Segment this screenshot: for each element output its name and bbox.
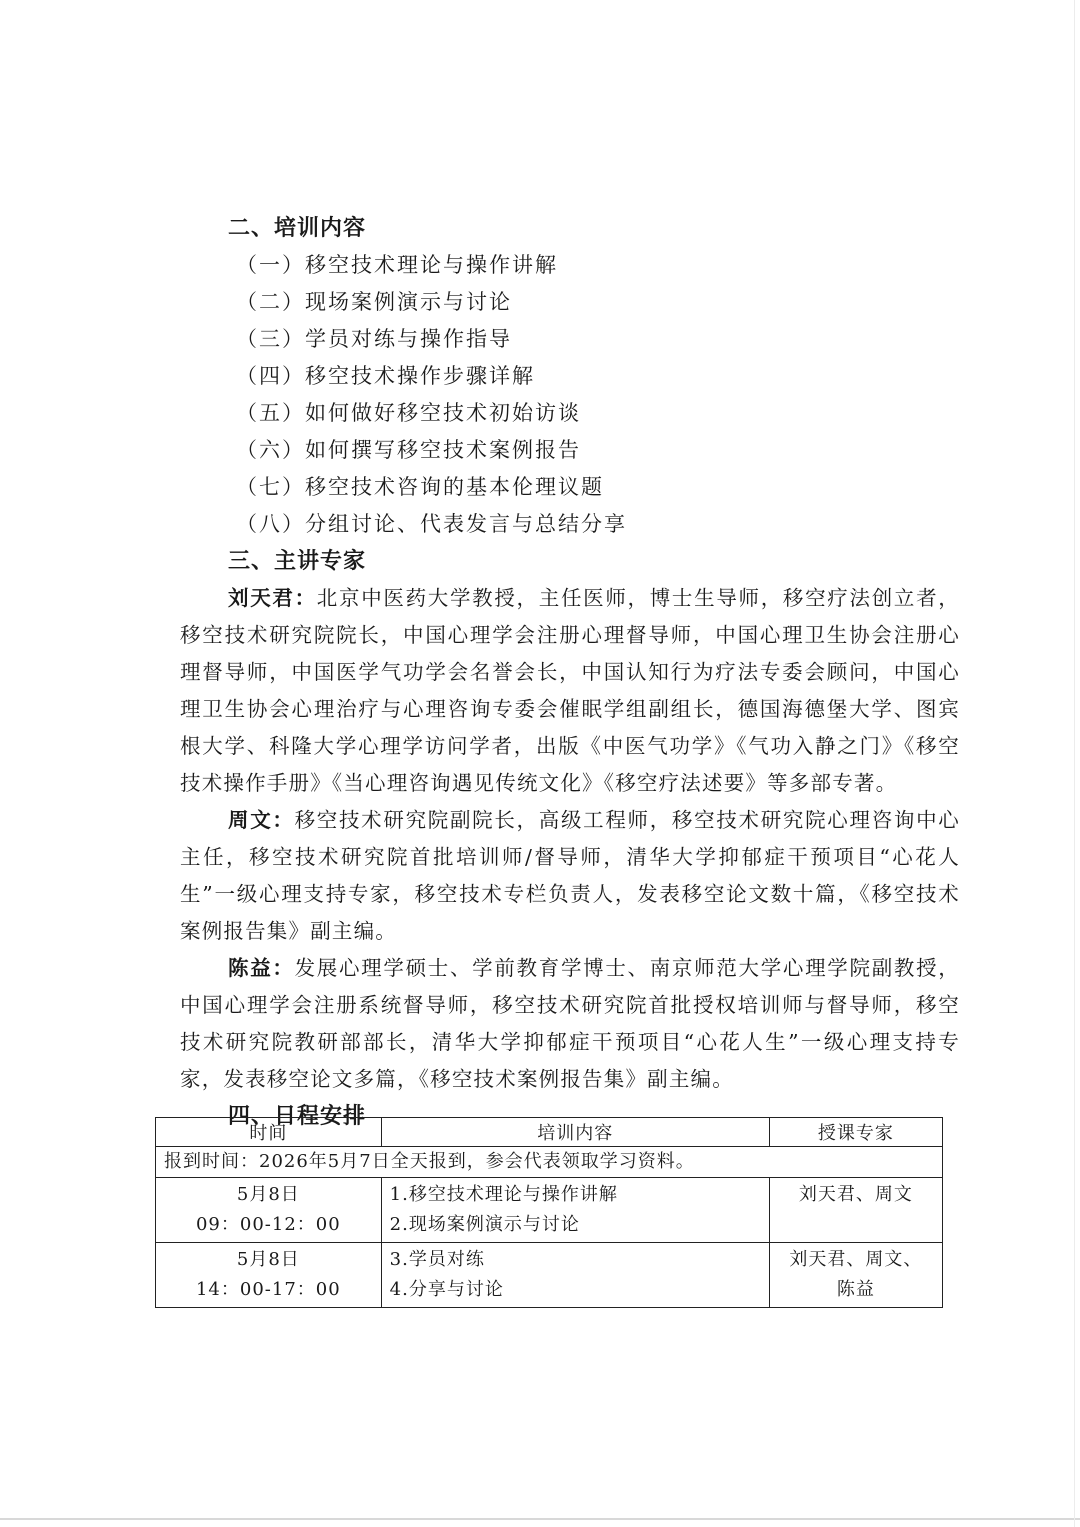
- scan-edge-right: [1074, 0, 1075, 1527]
- content-cell: [381, 1178, 769, 1243]
- column-header-content: 培训内容: [381, 1118, 769, 1147]
- session-content-line: 1.移空技术理论与操作讲解: [389, 1184, 618, 1205]
- session-time: 09：00-12：00: [195, 1214, 341, 1235]
- list-item: （一）移空技术理论与操作讲解: [236, 253, 558, 277]
- table-header-row: [156, 1118, 943, 1147]
- expert-name: 刘天君：: [228, 586, 317, 610]
- table-row-notice: [156, 1147, 943, 1178]
- expert-bio-paragraph: [180, 950, 960, 1098]
- section-heading-speakers: 三、主讲专家: [228, 549, 367, 574]
- list-item: （六）如何撰写移空技术案例报告: [236, 438, 581, 462]
- content-cell: [381, 1243, 769, 1308]
- column-header-expert: 授课专家: [769, 1118, 942, 1147]
- document-body: [180, 210, 960, 1135]
- session-content-line: 3.学员对练: [389, 1249, 485, 1270]
- scan-edge-bottom: [0, 1518, 1080, 1520]
- expert-bio-paragraph: [180, 580, 960, 802]
- table-row: [156, 1178, 943, 1243]
- list-item: （三）学员对练与操作指导: [236, 327, 512, 351]
- expert-bio: 移空技术研究院副院长，高级工程师，移空技术研究院心理咨询中心主任，移空技术研究院首批培训师/督导师，清华大学抑郁症干预项目“心花人生”一级心理支持专家，移空技术专栏负责人，发表移空论文数十篇，《移空技术案例报告集》副主编。: [180, 808, 960, 943]
- expert-bio: 北京中医药大学教授，主任医师，博士生导师，移空疗法创立者，移空技术研究院院长，中国心理学会注册心理督导师，中国心理卫生协会注册心理督导师，中国医学气功学会名誉会长，中国认知行为疗法专委会顾问，中国心理卫生协会心理治疗与心理咨询专委会催眠学组副组长，德国海德堡大学、图宾根大学、科隆大学心理学访问学者，出版《中医气功学》《气功入静之门》《移空技术操作手册》《当心理咨询遇见传统文化》《移空疗法述要》等多部专著。: [180, 586, 960, 795]
- session-time: 14：00-17：00: [195, 1279, 341, 1300]
- session-content-line: 4.分享与讨论: [389, 1279, 504, 1300]
- expert-name: 周文：: [228, 808, 295, 832]
- expert-cell: [769, 1178, 942, 1243]
- session-date: 5月8日: [236, 1249, 300, 1270]
- session-expert: 陈益: [836, 1279, 875, 1300]
- list-item: （五）如何做好移空技术初始访谈: [236, 401, 581, 425]
- section-heading-schedule: 四、日程安排: [228, 1104, 367, 1129]
- registration-notice: 报到时间：2026年5月7日全天报到，参会代表领取学习资料。: [156, 1147, 943, 1178]
- table-row: [156, 1243, 943, 1308]
- expert-bio-paragraph: [180, 802, 960, 950]
- list-item: （七）移空技术咨询的基本伦理议题: [236, 475, 604, 499]
- schedule-table: [155, 1117, 943, 1308]
- expert-name: 陈益：: [228, 956, 295, 980]
- list-item: （四）移空技术操作步骤详解: [236, 364, 535, 388]
- time-cell: [156, 1243, 382, 1308]
- session-expert: 刘天君、周文: [798, 1184, 913, 1205]
- time-cell: [156, 1178, 382, 1243]
- section-heading-training-content: 二、培训内容: [228, 216, 367, 241]
- session-expert: 刘天君、周文、: [789, 1249, 923, 1270]
- expert-bio: 发展心理学硕士、学前教育学博士、南京师范大学心理学院副教授，中国心理学会注册系统督导师，移空技术研究院首批授权培训师与督导师，移空技术研究院教研部部长，清华大学抑郁症干预项目“心花人生”一级心理支持专家，发表移空论文多篇，《移空技术案例报告集》副主编。: [180, 956, 960, 1091]
- list-item: （二）现场案例演示与讨论: [236, 290, 512, 314]
- session-date: 5月8日: [236, 1184, 300, 1205]
- expert-cell: [769, 1243, 942, 1308]
- session-content-line: 2.现场案例演示与讨论: [389, 1214, 580, 1235]
- list-item: （八）分组讨论、代表发言与总结分享: [236, 512, 627, 536]
- column-header-time: 时间: [156, 1118, 382, 1147]
